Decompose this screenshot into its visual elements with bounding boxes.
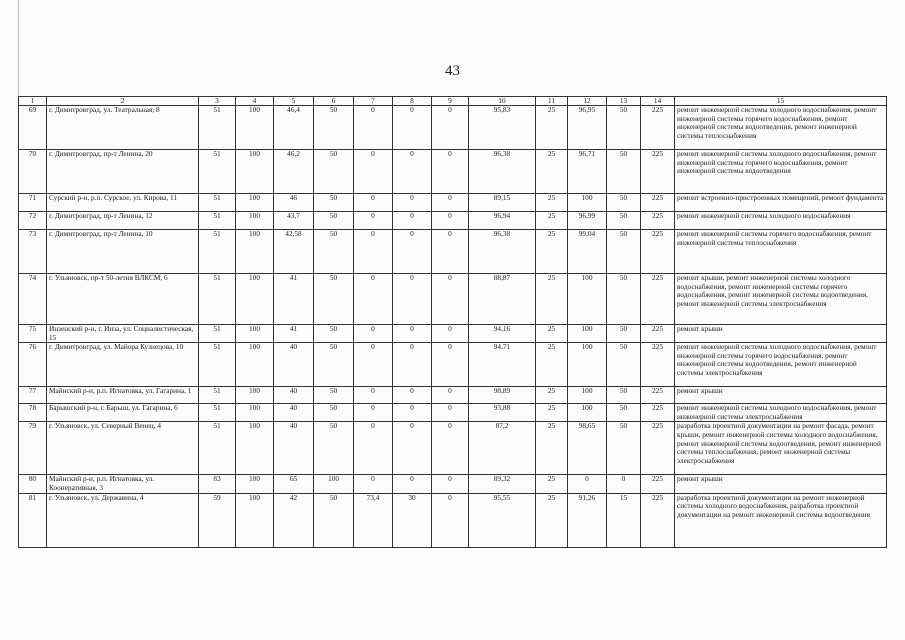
cell-col-10: 96,38 [469, 230, 536, 274]
row-number: 69 [19, 106, 47, 150]
data-table [18, 96, 887, 548]
cell-col-6: 50 [314, 404, 354, 422]
cell-col-8: 0 [393, 325, 432, 343]
cell-col-4: 100 [236, 493, 274, 547]
table-row [19, 343, 887, 387]
cell-col-10: 93,88 [469, 404, 536, 422]
works-description: ремонт инженерной системы холодного водоснабжения, ремонт инженерной системы электроснабжения [675, 404, 887, 422]
cell-col-7: 0 [354, 325, 393, 343]
address: г. Димитровград, пр-т Ленина, 20 [47, 150, 199, 194]
cell-col-3: 51 [199, 387, 236, 404]
cell-col-7: 0 [354, 274, 393, 325]
cell-col-13: 50 [607, 325, 641, 343]
cell-col-10: 87,2 [469, 422, 536, 475]
address: Инзенский р-н, г. Инза, ул. Социалистическая, 15 [47, 325, 199, 343]
cell-col-6: 50 [314, 387, 354, 404]
row-number: 77 [19, 387, 47, 404]
cell-col-5: 46 [274, 194, 314, 212]
works-description: разработка проектной документации на ремонт инженерной системы холодного водоснабжения, разработка проектной документации на ремонт инженерной системы водоотведения [675, 493, 887, 547]
cell-col-8: 0 [393, 194, 432, 212]
row-number: 73 [19, 230, 47, 274]
cell-col-4: 100 [236, 343, 274, 387]
cell-col-14: 225 [641, 343, 675, 387]
cell-col-11: 25 [536, 493, 568, 547]
cell-col-3: 51 [199, 404, 236, 422]
cell-col-8: 0 [393, 475, 432, 493]
cell-col-11: 25 [536, 343, 568, 387]
cell-col-3: 51 [199, 194, 236, 212]
cell-col-10: 89,15 [469, 194, 536, 212]
col-header-3: 3 [199, 97, 236, 106]
table-row [19, 212, 887, 230]
cell-col-12: 96,99 [568, 212, 607, 230]
works-description: ремонт инженерной системы холодного водоснабжения, ремонт инженерной системы горячего водоснабжения, ремонт инженерной системы водоотведения, ремонт инженерной системы теплоснабжения [675, 106, 887, 150]
cell-col-7: 0 [354, 343, 393, 387]
cell-col-8: 0 [393, 387, 432, 404]
col-header-10: 10 [469, 97, 536, 106]
cell-col-4: 100 [236, 106, 274, 150]
col-header-13: 13 [607, 97, 641, 106]
cell-col-3: 51 [199, 274, 236, 325]
cell-col-7: 0 [354, 194, 393, 212]
cell-col-10: 89,32 [469, 475, 536, 493]
cell-col-8: 0 [393, 106, 432, 150]
cell-col-5: 40 [274, 343, 314, 387]
cell-col-5: 40 [274, 422, 314, 475]
cell-col-14: 225 [641, 404, 675, 422]
cell-col-7: 0 [354, 404, 393, 422]
cell-col-9: 0 [432, 106, 469, 150]
cell-col-3: 51 [199, 422, 236, 475]
cell-col-9: 0 [432, 493, 469, 547]
cell-col-11: 25 [536, 404, 568, 422]
cell-col-4: 100 [236, 212, 274, 230]
col-header-8: 8 [393, 97, 432, 106]
col-header-7: 7 [354, 97, 393, 106]
cell-col-12: 100 [568, 194, 607, 212]
cell-col-14: 225 [641, 493, 675, 547]
row-number: 80 [19, 475, 47, 493]
cell-col-8: 0 [393, 230, 432, 274]
table-row [19, 106, 887, 150]
cell-col-7: 0 [354, 387, 393, 404]
col-header-15: 15 [675, 97, 887, 106]
cell-col-12: 96,71 [568, 150, 607, 194]
cell-col-9: 0 [432, 343, 469, 387]
cell-col-12: 100 [568, 387, 607, 404]
cell-col-6: 100 [314, 475, 354, 493]
cell-col-3: 51 [199, 325, 236, 343]
address: Майнский р-н, р.п. Игнатовка, ул. Кооперативная, 3 [47, 475, 199, 493]
cell-col-6: 50 [314, 230, 354, 274]
col-header-11: 11 [536, 97, 568, 106]
cell-col-14: 225 [641, 150, 675, 194]
works-description: ремонт крыши [675, 325, 887, 343]
cell-col-9: 0 [432, 325, 469, 343]
cell-col-6: 50 [314, 274, 354, 325]
row-number: 72 [19, 212, 47, 230]
cell-col-9: 0 [432, 422, 469, 475]
table-row [19, 493, 887, 547]
table-body [19, 106, 887, 548]
cell-col-5: 41 [274, 274, 314, 325]
cell-col-12: 99,04 [568, 230, 607, 274]
cell-col-4: 100 [236, 274, 274, 325]
header-row [19, 97, 887, 106]
cell-col-11: 25 [536, 422, 568, 475]
cell-col-14: 225 [641, 274, 675, 325]
cell-col-9: 0 [432, 230, 469, 274]
table-row [19, 194, 887, 212]
cell-col-12: 0 [568, 475, 607, 493]
cell-col-4: 100 [236, 150, 274, 194]
cell-col-3: 51 [199, 212, 236, 230]
cell-col-13: 0 [607, 475, 641, 493]
address: г. Ульяновск, пр-т 50-летия ВЛКСМ, 6 [47, 274, 199, 325]
cell-col-5: 65 [274, 475, 314, 493]
cell-col-12: 100 [568, 343, 607, 387]
cell-col-12: 91,26 [568, 493, 607, 547]
cell-col-8: 30 [393, 493, 432, 547]
cell-col-7: 0 [354, 422, 393, 475]
table-row [19, 404, 887, 422]
cell-col-13: 50 [607, 387, 641, 404]
cell-col-8: 0 [393, 212, 432, 230]
cell-col-11: 25 [536, 475, 568, 493]
cell-col-14: 225 [641, 475, 675, 493]
cell-col-3: 59 [199, 493, 236, 547]
row-number: 74 [19, 274, 47, 325]
cell-col-11: 25 [536, 212, 568, 230]
cell-col-9: 0 [432, 387, 469, 404]
cell-col-7: 0 [354, 106, 393, 150]
cell-col-10: 96,94 [469, 212, 536, 230]
cell-col-10: 94,16 [469, 325, 536, 343]
cell-col-12: 100 [568, 404, 607, 422]
address: г. Димитровград, ул. Театральная, 8 [47, 106, 199, 150]
address: Сурский р-н, р.п. Сурское, ул. Кирова, 11 [47, 194, 199, 212]
cell-col-10: 96,38 [469, 150, 536, 194]
cell-col-8: 0 [393, 422, 432, 475]
cell-col-11: 25 [536, 387, 568, 404]
cell-col-13: 50 [607, 343, 641, 387]
cell-col-5: 46,4 [274, 106, 314, 150]
cell-col-10: 94,71 [469, 343, 536, 387]
cell-col-9: 0 [432, 274, 469, 325]
cell-col-4: 100 [236, 387, 274, 404]
cell-col-12: 98,65 [568, 422, 607, 475]
cell-col-9: 0 [432, 475, 469, 493]
works-description: ремонт крыши, ремонт инженерной системы холодного водоснабжения, ремонт инженерной системы горячего водоснабжения, ремонт инженерной системы водоотведения, ремонт инженерной системы электроснабжения [675, 274, 887, 325]
cell-col-3: 51 [199, 106, 236, 150]
cell-col-10: 98,89 [469, 387, 536, 404]
cell-col-13: 50 [607, 106, 641, 150]
cell-col-3: 51 [199, 150, 236, 194]
cell-col-3: 51 [199, 230, 236, 274]
table-row [19, 274, 887, 325]
cell-col-3: 51 [199, 343, 236, 387]
col-header-1: 1 [19, 97, 47, 106]
address: г. Димитровград, пр-т Ленина, 12 [47, 212, 199, 230]
cell-col-7: 0 [354, 230, 393, 274]
table-row [19, 150, 887, 194]
address: г. Ульяновск, ул. Северный Венец, 4 [47, 422, 199, 475]
address: Барышский р-н, г. Барыш, ул. Гагарина, 6 [47, 404, 199, 422]
page-number: 43 [445, 63, 460, 79]
row-number: 78 [19, 404, 47, 422]
cell-col-5: 43,7 [274, 212, 314, 230]
cell-col-3: 83 [199, 475, 236, 493]
cell-col-10: 95,55 [469, 493, 536, 547]
col-header-6: 6 [314, 97, 354, 106]
works-description: ремонт инженерной системы холодного водоснабжения [675, 212, 887, 230]
cell-col-13: 50 [607, 422, 641, 475]
cell-col-13: 50 [607, 404, 641, 422]
cell-col-4: 100 [236, 404, 274, 422]
row-number: 75 [19, 325, 47, 343]
works-description: ремонт крыши [675, 475, 887, 493]
cell-col-13: 50 [607, 150, 641, 194]
table-row [19, 422, 887, 475]
cell-col-13: 50 [607, 212, 641, 230]
cell-col-6: 50 [314, 325, 354, 343]
cell-col-13: 50 [607, 230, 641, 274]
cell-col-8: 0 [393, 404, 432, 422]
cell-col-8: 0 [393, 150, 432, 194]
cell-col-5: 42 [274, 493, 314, 547]
cell-col-4: 100 [236, 194, 274, 212]
works-description: ремонт инженерной системы холодного водоснабжения, ремонт инженерной системы горячего водоснабжения, ремонт инженерной системы водоотведения, ремонт инженерной системы электроснабжения [675, 343, 887, 387]
cell-col-5: 46,2 [274, 150, 314, 194]
cell-col-12: 100 [568, 274, 607, 325]
row-number: 81 [19, 493, 47, 547]
cell-col-11: 25 [536, 274, 568, 325]
row-number: 71 [19, 194, 47, 212]
cell-col-8: 0 [393, 343, 432, 387]
cell-col-10: 88,87 [469, 274, 536, 325]
cell-col-6: 50 [314, 343, 354, 387]
cell-col-13: 15 [607, 493, 641, 547]
address: г. Димитровград, пр-т Ленина, 10 [47, 230, 199, 274]
cell-col-9: 0 [432, 194, 469, 212]
cell-col-9: 0 [432, 404, 469, 422]
col-header-14: 14 [641, 97, 675, 106]
cell-col-8: 0 [393, 274, 432, 325]
cell-col-14: 225 [641, 325, 675, 343]
cell-col-6: 50 [314, 493, 354, 547]
cell-col-9: 0 [432, 212, 469, 230]
cell-col-5: 42,58 [274, 230, 314, 274]
cell-col-14: 225 [641, 387, 675, 404]
cell-col-6: 50 [314, 212, 354, 230]
cell-col-13: 50 [607, 274, 641, 325]
table-row [19, 475, 887, 493]
cell-col-4: 100 [236, 230, 274, 274]
row-number: 70 [19, 150, 47, 194]
cell-col-7: 73,4 [354, 493, 393, 547]
cell-col-10: 95,83 [469, 106, 536, 150]
cell-col-6: 50 [314, 194, 354, 212]
cell-col-12: 96,95 [568, 106, 607, 150]
cell-col-11: 25 [536, 106, 568, 150]
cell-col-7: 0 [354, 475, 393, 493]
cell-col-12: 100 [568, 325, 607, 343]
cell-col-9: 0 [432, 150, 469, 194]
col-header-9: 9 [432, 97, 469, 106]
cell-col-13: 50 [607, 194, 641, 212]
works-description: ремонт инженерной системы холодного водоснабжения, ремонт инженерной системы горячего водоснабжения, ремонт инженерной системы водоотведения [675, 150, 887, 194]
col-header-2: 2 [47, 97, 199, 106]
cell-col-14: 225 [641, 422, 675, 475]
col-header-4: 4 [236, 97, 274, 106]
address: г. Димитровград, ул. Майора Кузнецова, 10 [47, 343, 199, 387]
works-description: ремонт встроенно-пристроенных помещений, ремонт фундамента [675, 194, 887, 212]
cell-col-14: 225 [641, 230, 675, 274]
cell-col-6: 50 [314, 150, 354, 194]
works-description: разработка проектной документации на ремонт фасада, ремонт крыши, ремонт инженерной системы холодного водоснабжения, ремонт инженерной системы водоотведения, ремонт инженерной системы теплоснабжения, ремонт инженерной системы электроснабжения [675, 422, 887, 475]
table-row [19, 387, 887, 404]
cell-col-11: 25 [536, 150, 568, 194]
row-number: 79 [19, 422, 47, 475]
cell-col-14: 225 [641, 212, 675, 230]
table-row [19, 325, 887, 343]
works-description: ремонт инженерной системы горячего водоснабжения, ремонт инженерной системы теплоснабжения [675, 230, 887, 274]
row-number: 76 [19, 343, 47, 387]
address: г. Ульяновск, ул. Державина, 4 [47, 493, 199, 547]
cell-col-4: 100 [236, 325, 274, 343]
cell-col-5: 40 [274, 387, 314, 404]
table-row [19, 230, 887, 274]
cell-col-11: 25 [536, 194, 568, 212]
cell-col-14: 225 [641, 194, 675, 212]
cell-col-7: 0 [354, 150, 393, 194]
cell-col-11: 25 [536, 230, 568, 274]
cell-col-4: 100 [236, 422, 274, 475]
cell-col-14: 225 [641, 106, 675, 150]
cell-col-5: 41 [274, 325, 314, 343]
col-header-5: 5 [274, 97, 314, 106]
address: Майнский р-н, р.п. Игнатовка, ул. Гагарина, 1 [47, 387, 199, 404]
cell-col-11: 25 [536, 325, 568, 343]
works-description: ремонт крыши [675, 387, 887, 404]
binder-margin-line [18, 0, 19, 100]
cell-col-5: 40 [274, 404, 314, 422]
cell-col-7: 0 [354, 212, 393, 230]
cell-col-4: 100 [236, 475, 274, 493]
col-header-12: 12 [568, 97, 607, 106]
cell-col-6: 50 [314, 422, 354, 475]
cell-col-6: 50 [314, 106, 354, 150]
